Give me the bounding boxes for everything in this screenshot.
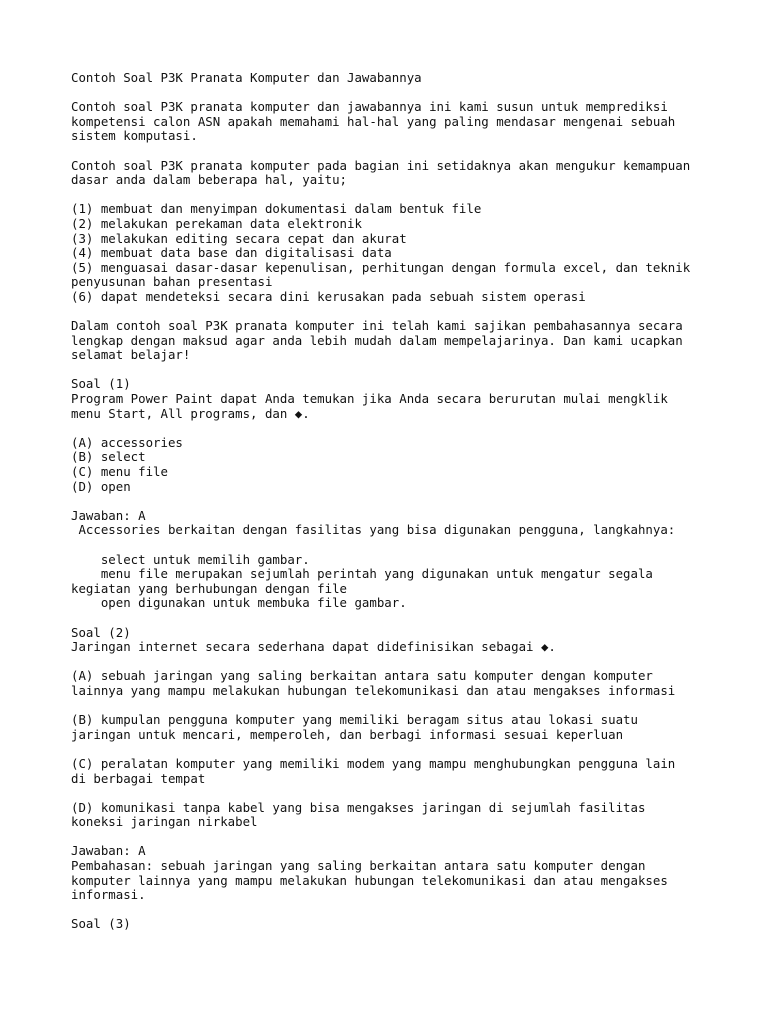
answer-option: di berbagai tempat	[71, 770, 206, 786]
explanation-step: select untuk memilih gambar.	[71, 551, 310, 567]
answer-option: (D) open	[71, 478, 131, 494]
explanation-step: kegiatan yang berhubungan dengan file	[71, 580, 348, 596]
text-line: kompetensi calon ASN apakah memahami hal-hal yang paling mendasar mengenai sebuah	[71, 113, 676, 129]
answer-option: (C) peralatan komputer yang memiliki modem yang mampu menghubungkan pengguna lain	[71, 755, 676, 771]
answer-key: Jawaban: A	[71, 843, 146, 859]
question-1	[71, 377, 761, 611]
question-text: Jaringan internet secara sederhana dapat didefinisikan sebagai ◆.	[71, 639, 556, 655]
explanation-text: informasi.	[71, 887, 146, 903]
explanation-text: komputer lainnya yang mampu melakukan hubungan telekomunikasi dan atau mengakses	[71, 872, 668, 888]
question-3	[71, 917, 761, 932]
text-line: sistem komputasi.	[71, 128, 198, 144]
explanation-text: Accessories berkaitan dengan fasilitas yang bisa digunakan pengguna, langkahnya:	[71, 522, 676, 538]
explanation-text: Pembahasan: sebuah jaringan yang saling berkaitan antara satu komputer dengan	[71, 858, 646, 874]
list-item: (3) melakukan editing secara cepat dan akurat	[71, 230, 407, 246]
document-page	[71, 71, 761, 932]
explanation-step: open digunakan untuk membuka file gambar.	[71, 595, 407, 611]
skills-list	[71, 202, 761, 304]
list-item: (1) membuat dan menyimpan dokumentasi dalam bentuk file	[71, 201, 482, 217]
text-line: Contoh soal P3K pranata komputer dan jawabannya ini kami susun untuk memprediksi	[71, 99, 668, 115]
text-line: Dalam contoh soal P3K pranata komputer ini telah kami sajikan pembahasannya secara	[71, 318, 683, 334]
list-item: (5) menguasai dasar-dasar kepenulisan, perhitungan dengan formula excel, dan teknik	[71, 259, 691, 275]
question-heading: Soal (1)	[71, 376, 131, 392]
answer-option: (A) accessories	[71, 434, 183, 450]
question-text: Program Power Paint dapat Anda temukan jika Anda secara berurutan mulai mengklik	[71, 391, 668, 407]
list-item: (6) dapat mendeteksi secara dini kerusakan pada sebuah sistem operasi	[71, 288, 586, 304]
answer-option: (C) menu file	[71, 464, 168, 480]
intro-paragraph-3	[71, 319, 761, 363]
document-title: Contoh Soal P3K Pranata Komputer dan Jawabannya	[71, 70, 422, 85]
answer-option: lainnya yang mampu melakukan hubungan telekomunikasi dan atau mengakses informasi	[71, 682, 676, 698]
answer-option: (B) kumpulan pengguna komputer yang memiliki beragam situs atau lokasi suatu	[71, 712, 638, 728]
question-text: menu Start, All programs, dan ◆.	[71, 405, 310, 421]
question-heading: Soal (2)	[71, 624, 131, 640]
text-line: Contoh soal P3K pranata komputer pada bagian ini setidaknya akan mengukur kemampuan	[71, 157, 691, 173]
explanation-step: menu file merupakan sejumlah perintah yang digunakan untuk mengatur segala	[71, 566, 653, 582]
intro-paragraph-2	[71, 159, 761, 188]
question-2	[71, 626, 761, 903]
answer-option: (B) select	[71, 449, 146, 465]
list-item: (4) membuat data base dan digitalisasi data	[71, 245, 392, 261]
answer-option: koneksi jaringan nirkabel	[71, 814, 258, 830]
answer-option: jaringan untuk mencari, memperoleh, dan berbagi informasi sesuai keperluan	[71, 726, 624, 742]
intro-paragraph-1	[71, 100, 761, 144]
answer-option: (D) komunikasi tanpa kabel yang bisa mengakses jaringan di sejumlah fasilitas	[71, 799, 646, 815]
list-item: penyusunan bahan presentasi	[71, 274, 273, 290]
answer-key: Jawaban: A	[71, 507, 146, 523]
text-line: lengkap dengan maksud agar anda lebih mudah dalam mempelajarinya. Dan kami ucapkan	[71, 332, 683, 348]
text-line: selamat belajar!	[71, 347, 191, 363]
answer-option: (A) sebuah jaringan yang saling berkaitan antara satu komputer dengan komputer	[71, 668, 653, 684]
list-item: (2) melakukan perekaman data elektronik	[71, 215, 362, 231]
question-heading: Soal (3)	[71, 916, 131, 932]
text-line: dasar anda dalam beberapa hal, yaitu;	[71, 172, 348, 188]
